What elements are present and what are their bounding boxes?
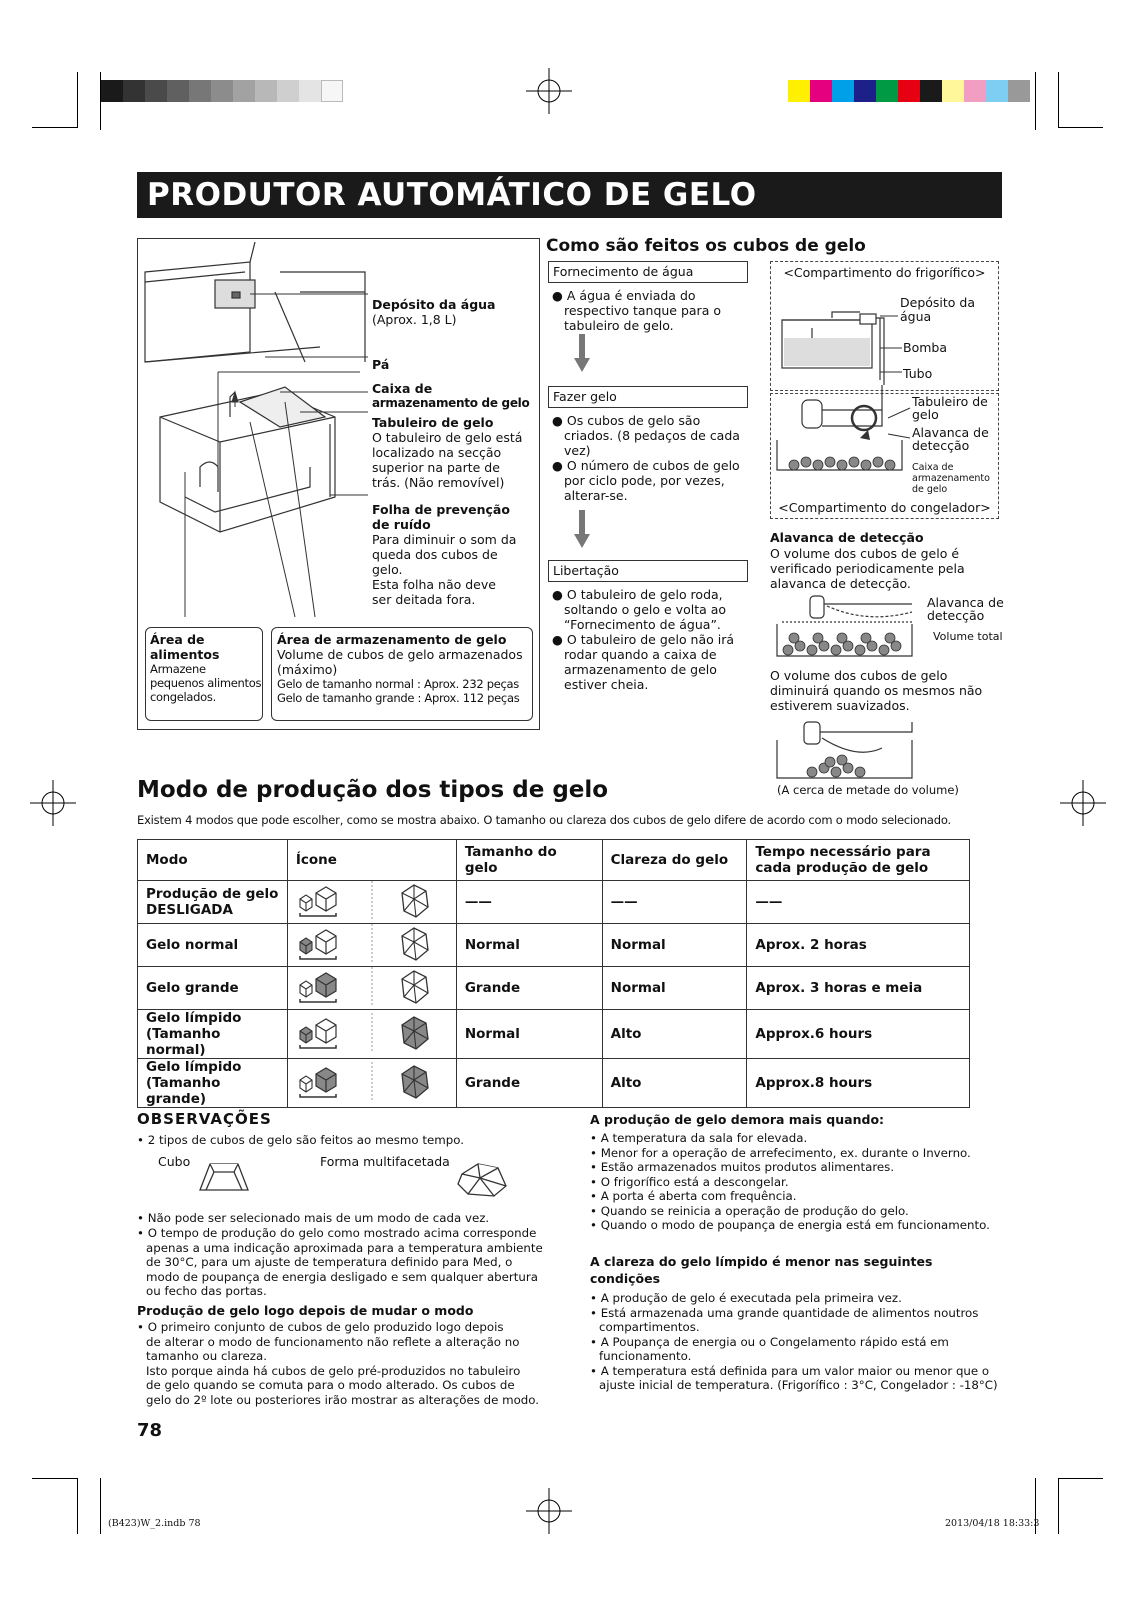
page-number: 78: [137, 1420, 163, 1441]
ice-tray-desc-3: superior na parte de: [372, 460, 500, 475]
multifaceted-shape-icon: [454, 1160, 510, 1200]
obs-bullet-3-line-4: modo de poupança de energia desligado e sem qualquer abertura: [146, 1269, 538, 1284]
mode-name-sub: (Tamanho normal): [146, 1026, 221, 1058]
noise-desc-2: queda dos cubos de: [372, 547, 498, 562]
obs-bullet-3-line-1: • O tempo de produção do gelo como mostrado acima corresponde: [137, 1226, 537, 1240]
ice-large-count: Gelo de tamanho grande : Aprox. 112 peças: [277, 691, 520, 705]
label-noise-sheet-1: Folha de prevenção: [372, 502, 510, 517]
table-row: [138, 1010, 970, 1059]
mech-label-tray-2: gelo: [912, 407, 939, 422]
footer-timestamp: 2013/04/18 18:33:3: [945, 1518, 1040, 1529]
mode-change-heading: Produção de gelo logo depois de mudar o modo: [137, 1303, 474, 1318]
clarity-heading-1: A clareza do gelo límpido é menor nas seguintes: [590, 1254, 933, 1269]
label-ice-storage-area: Área de armazenamento de gelo: [277, 632, 507, 647]
mode-icons: [287, 1059, 456, 1108]
mode-name-sub: DESLIGADA: [146, 902, 233, 918]
col-header-icon: Ícone: [287, 840, 456, 881]
obs-bullet-3-line-3: de 30°C, para um ajuste de temperatura definido para Med, o: [146, 1255, 513, 1269]
ice-tray-desc-1: O tabuleiro de gelo está: [372, 430, 523, 445]
ice-clarity: ——: [602, 881, 747, 924]
label-noise-sheet-2: de ruído: [372, 517, 431, 532]
ice-normal-count: Gelo de tamanho normal : Aprox. 232 peças: [277, 677, 519, 691]
ice-size: ——: [456, 881, 602, 924]
ice-time: ——: [747, 881, 970, 924]
volume-desc-3: estiverem suavizados.: [770, 698, 910, 713]
col-header-time: Tempo necessário para cada produção de gelo: [747, 840, 970, 881]
ice-time: Approx.6 hours: [747, 1010, 970, 1059]
obs-bullet-2: • Não pode ser selecionado mais de um modo de cada vez.: [137, 1211, 490, 1225]
modes-heading: Modo de produção dos tipos de gelo: [137, 777, 609, 803]
observations-heading: OBSERVAÇÕES: [137, 1110, 272, 1128]
list-item: • A produção de gelo é executada pela primeira vez.: [590, 1291, 902, 1305]
mech-label-box-3: de gelo: [912, 484, 948, 495]
cube-label: Cubo: [158, 1154, 191, 1169]
ice-size: Normal: [456, 924, 602, 967]
step1-bullet-1: A água é enviada do respectivo tanque para o tabuleiro de gelo.: [564, 288, 721, 333]
obs-bullet-3-line-2: apenas a uma indicação aproximada para a temperatura ambiente: [146, 1240, 543, 1255]
food-desc-1: Armazene: [150, 662, 206, 676]
mode-icons: [287, 1010, 456, 1059]
ice-mode-icon: [288, 881, 456, 919]
half-volume-label: (A cerca de metade do volume): [777, 783, 959, 797]
ice-mode-icon: [288, 1062, 456, 1100]
list-item: • Estão armazenados muitos produtos alimentares.: [590, 1160, 895, 1174]
obs-bullet-4-line-5: de gelo quando se comuta para o modo alterado. Os cubos de: [146, 1378, 515, 1392]
ice-mode-icon: [288, 967, 456, 1005]
mech-label-tank-2: água: [900, 309, 932, 324]
obs-bullet-4-line-1: • O primeiro conjunto de cubos de gelo produzido logo depois: [137, 1320, 504, 1334]
longer-list: [590, 1131, 990, 1233]
label-water-tank: Depósito da água: [372, 297, 496, 312]
arrow-down-icon: [574, 334, 590, 372]
mech-label-tube: Tubo: [903, 366, 933, 381]
mech-label-box-2: armazenamento: [912, 473, 990, 484]
arrow-down-icon: [574, 510, 590, 548]
mode-icons: [287, 881, 456, 924]
fridge-compartment-label: <Compartimento do frigorífico>: [783, 265, 986, 280]
noise-desc-5: ser deitada fora.: [372, 592, 476, 607]
food-desc-3: congelados.: [150, 690, 216, 704]
label-water-tank-volume: (Aprox. 1,8 L): [372, 312, 457, 327]
clarity-list: [590, 1291, 998, 1393]
longer-heading: A produção de gelo demora mais quando:: [590, 1112, 885, 1127]
list-item: compartimentos.: [599, 1320, 700, 1334]
label-food-area-1: Área de: [150, 632, 205, 647]
obs-bullet-4-line-2: de alterar o modo de funcionamento não reflete a alteração no: [146, 1334, 520, 1349]
list-item: • A temperatura está definida para um valor maior ou menor que o: [590, 1363, 990, 1378]
table-header-row: [138, 840, 970, 881]
ice-area-desc-2: (máximo): [277, 662, 338, 677]
ice-modes-table: [137, 839, 970, 1108]
list-item: • O frigorífico está a descongelar.: [590, 1174, 789, 1189]
list-item: ajuste inicial de temperatura. (Frigorífico : 3°C, Congelador : -18°C): [599, 1378, 998, 1392]
freezer-compartment-label: <Compartimento do congelador>: [778, 500, 991, 515]
ice-size: Normal: [456, 1010, 602, 1059]
step3-bullet-2: O tabuleiro de gelo não irá rodar quando a caixa de armazenamento de gelo estiver cheia.: [564, 632, 735, 692]
mech-label-box-1: Caixa de: [912, 462, 954, 473]
obs-bullet-4-line-4: Isto porque ainda há cubos de gelo pré-produzidos no tabuleiro: [146, 1363, 521, 1378]
food-desc-2: pequenos alimentos: [150, 676, 262, 690]
volume-total-label: Volume total: [933, 630, 1003, 643]
obs-bullet-4-line-3: tamanho ou clareza.: [146, 1349, 267, 1363]
mode-icons: [287, 924, 456, 967]
mode-name: Gelo grande: [146, 980, 239, 996]
ice-mode-icon: [288, 1013, 456, 1051]
ice-clarity: Alto: [602, 1059, 747, 1108]
list-item: • Quando o modo de poupança de energia está em funcionamento.: [590, 1218, 990, 1232]
table-row: [138, 924, 970, 967]
page-title: PRODUTOR AUTOMÁTICO DE GELO: [137, 172, 1002, 218]
volume-desc-1: O volume dos cubos de gelo: [770, 668, 948, 683]
list-item: • A temperatura da sala for elevada.: [590, 1131, 808, 1145]
table-row: [138, 1059, 970, 1108]
list-item: • A porta é aberta com frequência.: [590, 1189, 797, 1203]
noise-desc-4: Esta folha não deve: [372, 577, 496, 592]
ice-time: Aprox. 2 horas: [747, 924, 970, 967]
diagram-leader-lines: [140, 242, 380, 642]
label-ice-tray: Tabuleiro de gelo: [372, 415, 494, 430]
lever-full-illustration: [772, 594, 922, 662]
how-made-heading: Como são feitos os cubos de gelo: [546, 236, 866, 256]
mode-name: Gelo límpido: [146, 1010, 242, 1026]
clarity-heading-2: condições: [590, 1271, 661, 1286]
footer-file-info: (B423)W_2.indb 78: [108, 1518, 201, 1529]
lever-half-illustration: [772, 720, 922, 782]
ice-tray-desc-4: trás. (Não removível): [372, 475, 505, 490]
mode-name: Gelo límpido: [146, 1059, 242, 1075]
step3-bullet-1: O tabuleiro de gelo roda, soltando o gelo e volta ao “Fornecimento de água”.: [564, 587, 727, 632]
ice-time: Approx.8 hours: [747, 1059, 970, 1108]
ice-clarity: Normal: [602, 967, 747, 1010]
mode-name-sub: (Tamanho grande): [146, 1075, 221, 1107]
mech-label-tray-1: Tabuleiro de: [912, 394, 988, 409]
cube-shape-icon: [196, 1160, 252, 1196]
noise-desc-1: Para diminuir o som da: [372, 532, 517, 547]
list-item: • Menor for a operação de arrefecimento, ex. durante o Inverno.: [590, 1145, 971, 1160]
lever-desc-2: verificado periodicamente pela: [770, 561, 965, 576]
table-row: [138, 881, 970, 924]
step-make-ice: Fazer gelo: [548, 386, 748, 408]
ice-area-desc-1: Volume de cubos de gelo armazenados: [277, 647, 523, 662]
registration-mark-right: [1060, 780, 1106, 826]
col-header-size: Tamanho do gelo: [456, 840, 602, 881]
registration-mark-left: [30, 780, 76, 826]
col-header-mode: Modo: [138, 840, 288, 881]
lever-desc-1: O volume dos cubos de gelo é: [770, 546, 960, 561]
mode-name: Produção de gelo: [146, 886, 279, 902]
multifaceted-label: Forma multifacetada: [320, 1154, 450, 1169]
obs-bullet-4-line-6: gelo do 2º lote ou posteriores irão mostrar as alterações de modo.: [146, 1392, 540, 1407]
ice-time: Aprox. 3 horas e meia: [747, 967, 970, 1010]
ice-size: Grande: [456, 1059, 602, 1108]
step2-bullet-2: O número de cubos de gelo por ciclo pode, por vezes, alterar-se.: [564, 458, 740, 503]
mech-label-tank-1: Depósito da: [900, 295, 975, 310]
lever-label-1: Alavanca de: [927, 595, 1004, 610]
registration-mark-top: [526, 68, 572, 114]
obs-bullet-1: • 2 tipos de cubos de gelo são feitos ao mesmo tempo.: [137, 1133, 464, 1147]
ice-mode-icon: [288, 924, 456, 962]
table-row: [138, 967, 970, 1010]
step2-bullet-1: Os cubos de gelo são criados. (8 pedaços de cada vez): [564, 413, 740, 458]
mech-leader-lines: [880, 300, 920, 460]
mode-icons: [287, 967, 456, 1010]
list-item: • Quando se reinicia a operação de produção do gelo.: [590, 1203, 909, 1218]
list-item: • A Poupança de energia ou o Congelamento rápido está em: [590, 1334, 949, 1349]
step-water-supply: Fornecimento de água: [548, 261, 748, 283]
list-item: funcionamento.: [599, 1349, 692, 1363]
lever-heading: Alavanca de detecção: [770, 530, 924, 545]
label-food-area-2: alimentos: [150, 647, 220, 662]
noise-desc-3: gelo.: [372, 562, 403, 577]
mech-label-lever-1: Alavanca de: [912, 425, 989, 440]
ice-clarity: Normal: [602, 924, 747, 967]
list-item: • Está armazenada uma grande quantidade de alimentos noutros: [590, 1305, 979, 1320]
lever-desc-3: alavanca de detecção.: [770, 576, 911, 591]
modes-intro: Existem 4 modos que pode escolher, como se mostra abaixo. O tamanho ou clareza dos cubos de gelo difere de acordo com o modo selecionado.: [137, 813, 951, 827]
step-release: Libertação: [548, 560, 748, 582]
obs-bullet-3-line-5: ou fecho das portas.: [146, 1284, 267, 1298]
label-storage-box-1: Caixa de: [372, 381, 433, 396]
label-paddle: Pá: [372, 357, 390, 372]
ice-tray-desc-2: localizado na secção: [372, 445, 502, 460]
volume-desc-2: diminuirá quando os mesmos não: [770, 683, 983, 698]
mode-name: Gelo normal: [146, 937, 239, 953]
mech-label-pump: Bomba: [903, 340, 947, 355]
col-header-clarity: Clareza do gelo: [602, 840, 747, 881]
mech-label-lever-2: detecção: [912, 438, 970, 453]
lever-label-2: detecção: [927, 608, 985, 623]
registration-mark-bottom: [526, 1488, 572, 1534]
ice-size: Grande: [456, 967, 602, 1010]
label-storage-box-2: armazenamento de gelo: [372, 396, 530, 410]
ice-clarity: Alto: [602, 1010, 747, 1059]
